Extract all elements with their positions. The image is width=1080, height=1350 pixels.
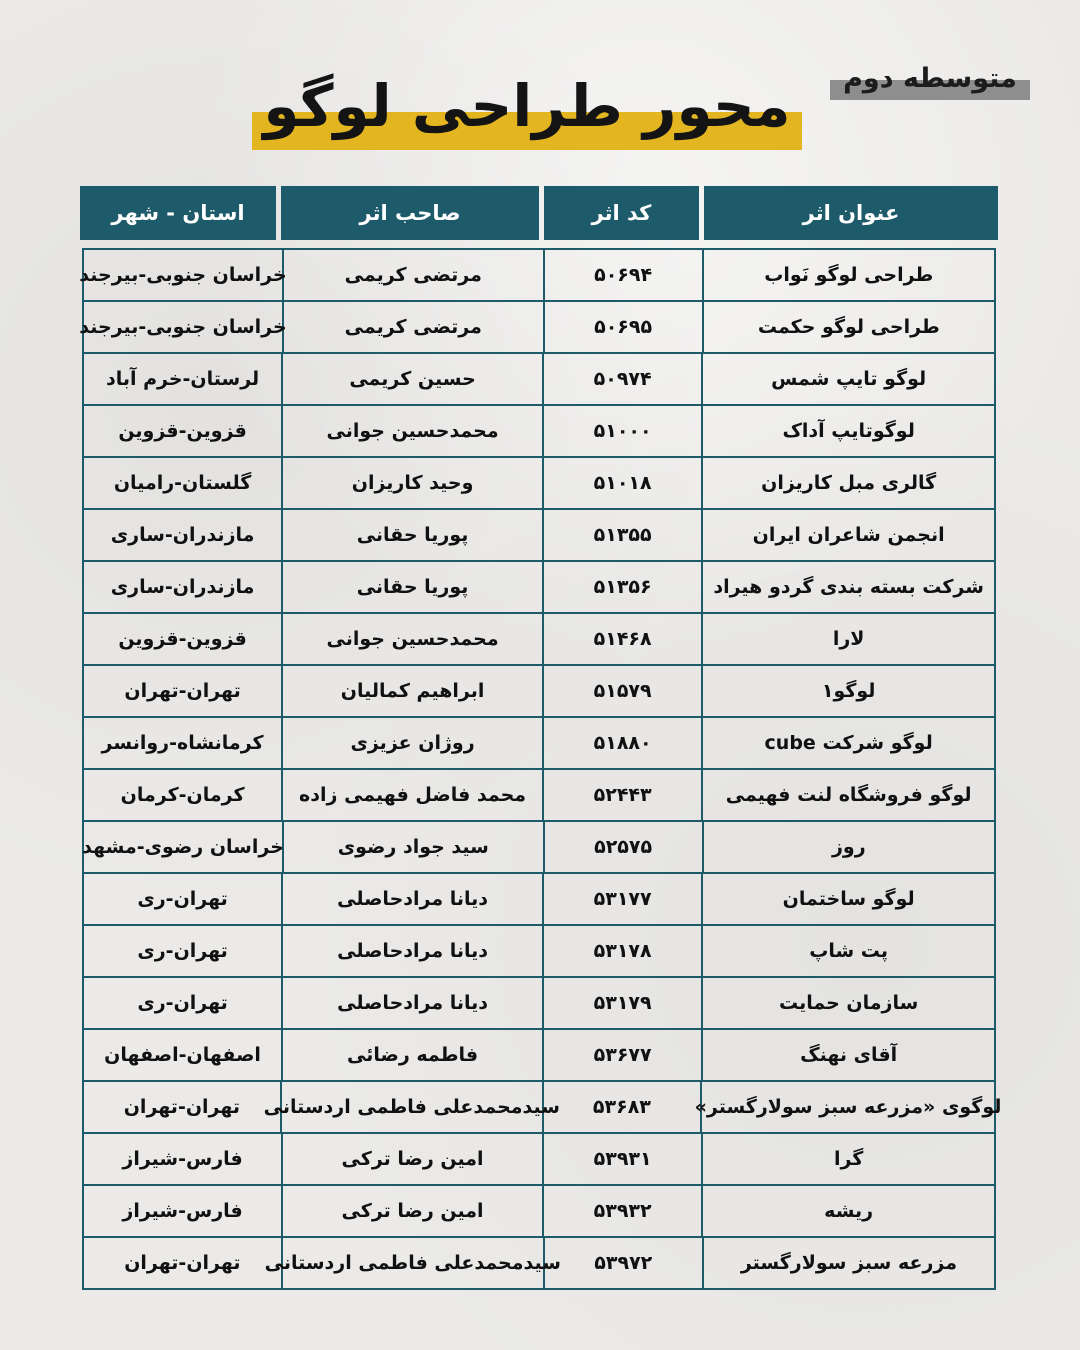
- cell-owner: امین رضا ترکی: [281, 1134, 542, 1184]
- cell-code: ۵۳۱۷۷: [542, 874, 701, 924]
- cell-city: قزوین-قزوین: [118, 628, 247, 650]
- cell-code: ۵۲۴۴۳: [542, 770, 701, 820]
- table-row: [84, 1238, 994, 1288]
- cell-city: قزوین-قزوین: [118, 420, 247, 442]
- table-row: [79, 250, 994, 302]
- cell-title: انجمن شاعران ایران: [701, 510, 994, 560]
- table-row: [84, 458, 994, 510]
- table-row: [84, 614, 994, 666]
- table-header: [80, 186, 998, 240]
- cell-city: تهران-ری: [137, 940, 228, 962]
- cell-city: گلستان-رامیان: [113, 472, 252, 494]
- cell-title: لارا: [701, 614, 994, 664]
- table-row: [84, 718, 994, 770]
- cell-city: لرستان-خرم آباد: [105, 368, 260, 390]
- cell-owner: دیانا مرادحاصلی: [281, 926, 542, 976]
- cell-city: تهران-تهران: [124, 1252, 241, 1274]
- cell-code: ۵۳۹۳۲: [542, 1186, 701, 1236]
- cell-code: ۵۱۳۵۵: [542, 510, 701, 560]
- cell-code: ۵۰۶۹۵: [543, 302, 702, 352]
- cell-owner: محمدحسین جوانی: [281, 406, 542, 456]
- cell-title: روز: [702, 822, 994, 872]
- table-row: [84, 1030, 994, 1082]
- header-city: استان - شهر: [80, 186, 276, 240]
- cell-title: پت شاپ: [701, 926, 994, 976]
- cell-title: لوگو فروشگاه لنت فهیمی: [701, 770, 994, 820]
- cell-code: ۵۱۸۸۰: [542, 718, 701, 768]
- header-owner: صاحب اثر: [281, 186, 539, 240]
- cell-owner: سیدمحمدعلی فاطمی اردستانی: [280, 1082, 542, 1132]
- cell-title: آقای نهنگ: [701, 1030, 994, 1080]
- cell-city: اصفهان-اصفهان: [104, 1044, 261, 1066]
- cell-code: ۵۰۹۷۴: [542, 354, 701, 404]
- cell-code: ۵۳۹۷۲: [543, 1238, 702, 1288]
- cell-city: تهران-تهران: [124, 680, 241, 702]
- cell-city: مازندران-ساری: [110, 576, 255, 598]
- cell-city: فارس-شیراز: [122, 1200, 243, 1222]
- cell-owner: سیدمحمدعلی فاطمی اردستانی: [281, 1238, 543, 1288]
- table-row: [84, 1134, 994, 1186]
- cell-owner: محمدحسین جوانی: [281, 614, 542, 664]
- table-row: [84, 562, 994, 614]
- cell-city: خراسان جنوبی-بیرجند: [79, 264, 287, 286]
- cell-owner: ابراهیم کمالیان: [281, 666, 542, 716]
- table-row: [79, 302, 994, 354]
- table-row: [84, 666, 994, 718]
- cell-city: تهران-ری: [137, 992, 228, 1014]
- cell-title: لوگو۱: [701, 666, 994, 716]
- cell-title: لوگو ساختمان: [701, 874, 994, 924]
- header-title: عنوان اثر: [704, 186, 998, 240]
- table-row: [84, 510, 994, 562]
- cell-title: شرکت بسته بندی گردو هیراد: [701, 562, 994, 612]
- cell-code: ۵۳۶۸۳: [542, 1082, 700, 1132]
- page-title-block: [252, 68, 802, 154]
- cell-owner: سید جواد رضوی: [282, 822, 543, 872]
- cell-title: گالری مبل کاریزان: [701, 458, 994, 508]
- cell-code: ۵۳۹۳۱: [542, 1134, 701, 1184]
- cell-owner: وحید کاریزان: [281, 458, 542, 508]
- table-row: [84, 978, 994, 1030]
- cell-code: ۵۱۵۷۹: [542, 666, 701, 716]
- table-row: [84, 822, 994, 874]
- cell-city: خراسان رضوی-مشهد: [82, 836, 284, 858]
- cell-code: ۵۱۰۱۸: [542, 458, 701, 508]
- cell-owner: پوریا حقانی: [281, 562, 542, 612]
- cell-title: سازمان حمایت: [701, 978, 994, 1028]
- table-row: [84, 770, 994, 822]
- cell-owner: فاطمه رضائی: [281, 1030, 542, 1080]
- cell-title: طراحی لوگو نَواب: [702, 250, 994, 300]
- header-code: کد اثر: [544, 186, 699, 240]
- cell-city: تهران-تهران: [123, 1096, 241, 1118]
- table-row: [84, 874, 994, 926]
- cell-owner: دیانا مرادحاصلی: [281, 978, 542, 1028]
- cell-code: ۵۳۶۷۷: [542, 1030, 701, 1080]
- cell-title: لوگوتایپ آداک: [701, 406, 994, 456]
- table-row: [84, 354, 994, 406]
- cell-code: ۵۲۵۷۵: [543, 822, 702, 872]
- cell-code: ۵۰۶۹۴: [543, 250, 702, 300]
- table-row: [84, 406, 994, 458]
- cell-city: تهران-ری: [137, 888, 228, 910]
- cell-title: مزرعه سبز سولارگستر: [702, 1238, 994, 1288]
- cell-title: لوگو شرکت cube: [701, 718, 994, 768]
- cell-title: لوگوی «مزرعه سبز سولارگستر»: [700, 1082, 994, 1132]
- table-row: [84, 1186, 994, 1238]
- cell-city: خراسان جنوبی-بیرجند: [79, 316, 287, 338]
- grade-label: [830, 62, 1030, 100]
- cell-code: ۵۱۰۰۰: [542, 406, 701, 456]
- cell-city: فارس-شیراز: [122, 1148, 243, 1170]
- cell-title: ریشه: [701, 1186, 994, 1236]
- cell-owner: پوریا حقانی: [281, 510, 542, 560]
- table-row: [84, 1082, 1002, 1134]
- table-row: [84, 926, 994, 978]
- cell-owner: دیانا مرادحاصلی: [281, 874, 542, 924]
- cell-title: طراحی لوگو حکمت: [702, 302, 994, 352]
- cell-city: کرمان-کرمان: [120, 784, 245, 806]
- cell-code: ۵۱۳۵۶: [542, 562, 701, 612]
- cell-title: لوگو تایپ شمس: [701, 354, 994, 404]
- cell-owner: مرتضی کریمی: [282, 302, 543, 352]
- cell-city: مازندران-ساری: [110, 524, 255, 546]
- cell-code: ۵۳۱۷۸: [542, 926, 701, 976]
- cell-owner: حسین کریمی: [281, 354, 542, 404]
- cell-code: ۵۱۴۶۸: [542, 614, 701, 664]
- cell-owner: امین رضا ترکی: [281, 1186, 542, 1236]
- cell-code: ۵۳۱۷۹: [542, 978, 701, 1028]
- cell-title: گرا: [701, 1134, 994, 1184]
- cell-owner: روژان عزیزی: [281, 718, 542, 768]
- cell-city: کرمانشاه-روانسر: [101, 732, 264, 754]
- results-table: [79, 248, 1002, 1290]
- page-title: محور طراحی لوگو: [263, 72, 791, 140]
- grade-text: متوسطه دوم: [843, 62, 1017, 94]
- cell-owner: محمد فاضل فهیمی زاده: [281, 770, 542, 820]
- cell-owner: مرتضی کریمی: [282, 250, 543, 300]
